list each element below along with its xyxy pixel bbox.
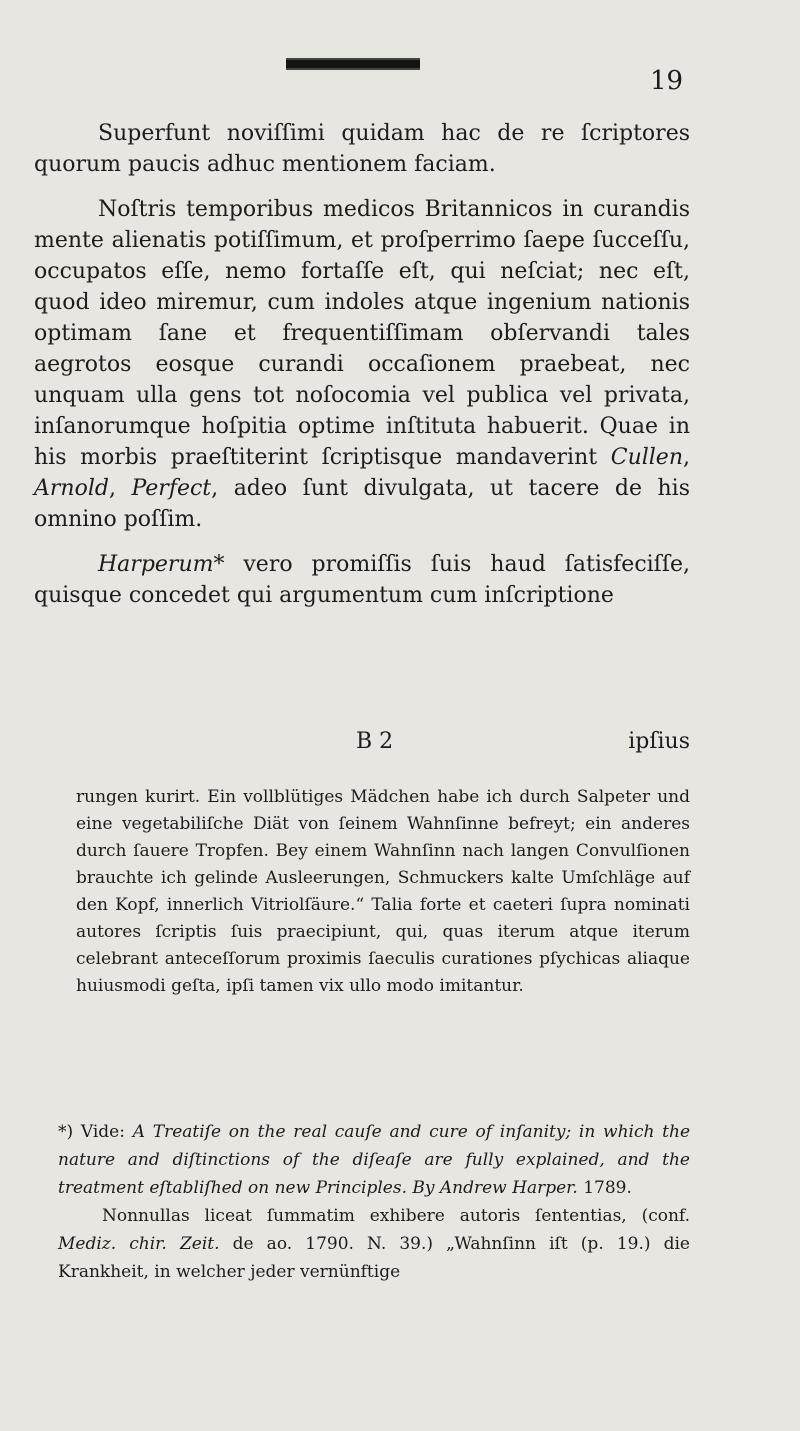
footnote-title: A Treatiſe on the real cauſe and cure of inſanity; in which the nature and diſtinctions of the diſeaſe are fully explained, and the treatment eſtabliſhed on new Principles. By Andrew Harper. [58,1122,691,1198]
paragraph-2: Noſtris temporibus medicos Britannicos in curandis mente alienatis potiſſimum, et proſperrimo ſaepe ſucceſſu, occupatos eſſe, nemo fortaſſe eſt, qui neſciat; nec eſt, quod ideo miremur, cum indoles atque ingenium nationis optimam ſane et frequentiſſimam obſervandi tales aegrotos eosque curandi occaſionem praebeat, nec unquam ulla gens tot noſocomia vel publica vel privata, inſanorumque hoſpitia optime inſtituta habuerit. Quae in his morbis praeſtiterint ſcriptisque mandaverint Cullen, Arnold, Perfect, adeo ſunt divulgata, ut tacere de his omnino poſſim. [34,197,690,532]
footnote-2-text-a: Nonnullas liceat ſummatim exhibere autoris ſententias, (conf. [102,1206,690,1226]
footnote-mark: *) Vide: [58,1122,125,1142]
paragraph-2-text-a: Noſtris temporibus medicos Britannicos in curandis mente alienatis potiſſimum, et proſperrimo ſaepe ſucceſſu, occupatos eſſe, nemo fortaſſe eſt, qui neſciat; nec eſt, quod ideo miremur, cum indoles atque ingenium nationis optimam ſane et frequentiſſimam obſervandi tales aegrotos eosque curandi occaſionem praebeat, nec unquam ulla gens tot noſocomia vel publica vel privata, inſanorumque hoſpitia optime inſtituta habuerit. Quae in his morbis praeſtiterint ſcriptisque mandaverint [34,197,690,470]
quoted-passage [76,784,690,1000]
signature-mark: B 2 [356,729,394,754]
page-number: 19 [650,66,684,96]
footnote-marker: * [213,552,225,577]
author-harperum: Harperum [98,552,214,577]
author-arnold: Arnold [34,476,109,501]
author-perfect: Perfect [131,476,212,501]
main-text [34,118,690,611]
paragraph-1: Superfunt noviſſimi quidam hac de re ſcriptores quorum paucis adhuc mentionem faciam. [34,121,690,177]
paragraph-2-text-b: adeo ſunt divulgata, ut tacere de his omnino poſſim. [34,476,690,532]
footnote-2 [58,1202,690,1286]
header-rule [286,58,420,70]
paragraph-3-text: vero promiſſis ſuis haud ſatisfeciſſe, quisque concedet qui argumentum cum inſcriptione [34,552,690,608]
footnote [58,1118,690,1286]
catchword: ipſius [628,729,690,754]
footnote-year: 1789. [583,1178,632,1198]
author-cullen: Cullen [610,445,683,470]
quote-text: rungen kurirt. Ein vollblütiges Mädchen habe ich durch Salpeter und eine vegetabiliſche Diät von ſeinem Wahnſinne befreyt; ein anderes durch ſauere Tropfen. Bey einem Wahnſinn nach langen Convulſionen brauchte ich gelinde Ausleerungen, Schmuckers kalte Umſchläge auf den Kopf, innerlich Vitriolſäure.“ Talia forte et caeteri ſupra nominati autores ſcriptis ſuis praecipiunt, qui, quas iterum atque iterum celebrant anteceſſorum proximis ſaeculis curationes pſychicas aliaque huiusmodi geſta, ipſi tamen vix ullo modo imitantur. [76,787,690,996]
footnote-2-ref: Mediz. chir. Zeit. [58,1234,220,1254]
paragraph-3 [34,549,690,611]
footnote-2-text-b: de ao. 1790. N. 39.) „Wahnſinn iſt (p. 19.) die Krankheit, in welcher jeder vernünftige [58,1234,690,1282]
footnote-1 [58,1118,690,1202]
